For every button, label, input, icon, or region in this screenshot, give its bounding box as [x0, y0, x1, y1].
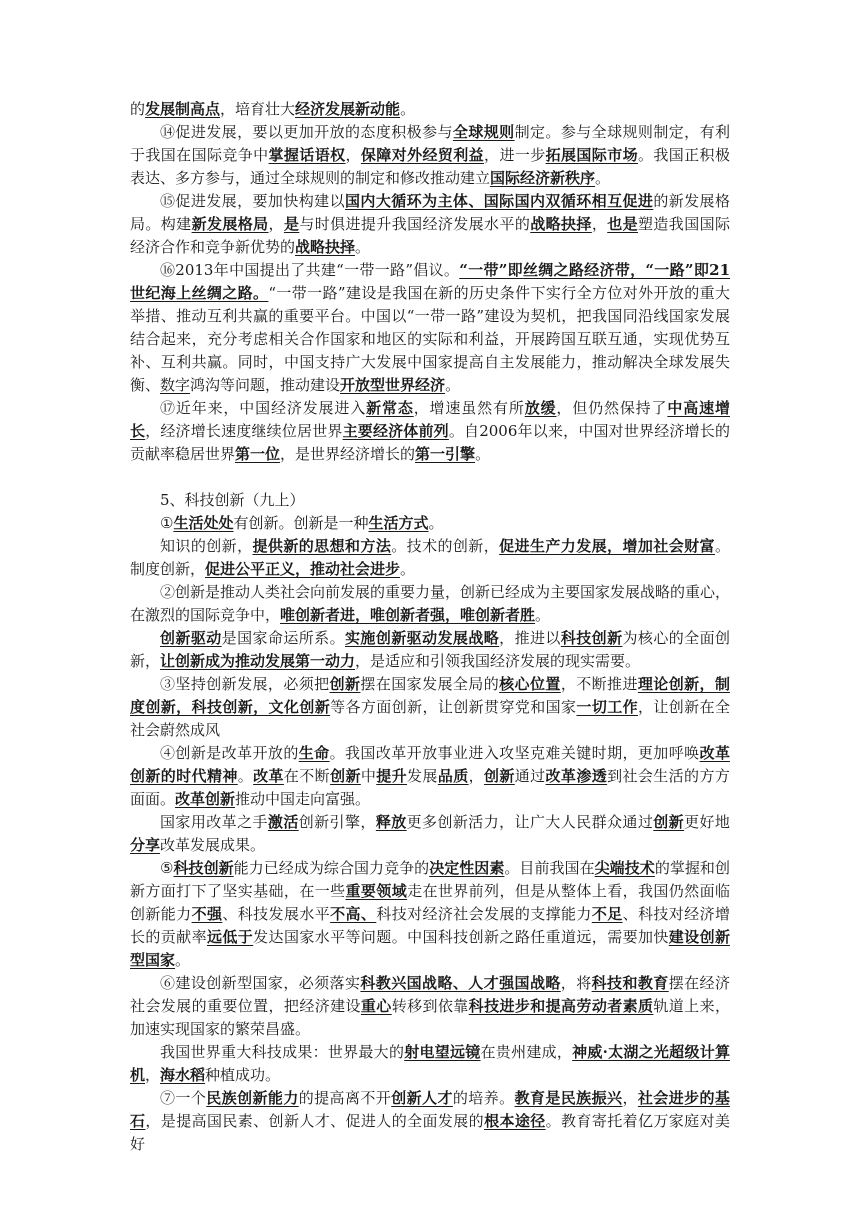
- text-run: 。: [175, 951, 191, 969]
- text-run: 。: [355, 238, 371, 256]
- text-run: 塑造我国国际经济合作和竞争新优势的: [130, 215, 730, 256]
- key-term: 品质: [437, 767, 469, 785]
- text-run: 国家用改革之手: [160, 813, 268, 831]
- text-run: 与时俱进提升我国经济发展水平的: [299, 215, 531, 233]
- text-run: 。我国改革开放事业进入攻坚克难关键时期，更加呼唤: [329, 744, 700, 762]
- key-term: 一切工作: [576, 698, 638, 716]
- key-term: 神威·太湖之光超级计算机: [130, 1043, 730, 1084]
- text-run: 制定。参与全球规则制定，有利于我国在国际竞争中: [130, 123, 730, 164]
- key-term: 拓展国际市场: [545, 146, 638, 164]
- text-run: ③坚持创新发展，必须把: [160, 675, 330, 693]
- key-term: 让创新成为推动发展第一动力: [160, 652, 356, 670]
- text-run: 摆在经济社会发展的重要位置，把经济建设: [130, 974, 730, 1015]
- key-term: 创新: [330, 767, 361, 785]
- text-run: 。目前我国在: [504, 859, 595, 877]
- text-run: ，增速虽然有所: [413, 399, 525, 417]
- key-term: 海水稻: [160, 1066, 206, 1084]
- text-run: 是国家命运所系。: [221, 629, 345, 647]
- text-run: 。教育寄托着亿万家庭对美好: [130, 1112, 730, 1153]
- text-run: ，培育壮大: [220, 100, 296, 118]
- text-run: ，是世界经济增长的: [280, 445, 416, 463]
- text-run: ，: [145, 1066, 161, 1084]
- text-run: 。: [428, 514, 444, 532]
- text-run: ，将: [560, 974, 592, 992]
- text-run: 能力已经成为综合国力竞争的: [233, 859, 430, 877]
- text-run: 的: [130, 100, 146, 118]
- key-term: 激活: [267, 813, 299, 831]
- text-run: ，: [268, 215, 284, 233]
- key-term: 理论创新，制度创新，科技创新，文化创新: [130, 675, 730, 716]
- key-term: 生活处处: [173, 514, 234, 532]
- text-run: “一带一路”建设是我国在新的历史条件下实行全方位对外开放的重大举措、推动互利共赢的重要平台。中国以“一带一路”建设为契机，把我国同沿线国家发展结合起来，充分考虑相关合作国家和地区的实际和利益，开展跨国互联互通，实现优势互补、互利共赢。同时，中国支持广大发展中国家提高自主发展能力，推动解决全球发展失衡、: [130, 284, 730, 394]
- text-run: 。: [445, 376, 461, 394]
- key-term: 不高、: [330, 905, 377, 923]
- key-term: 决定性因素: [429, 859, 505, 877]
- key-term: 科教兴国战略、人才强国战略: [360, 974, 561, 992]
- paragraph: [130, 972, 730, 1041]
- key-term: 实施创新驱动发展战略: [345, 629, 500, 647]
- key-term: 放缓: [524, 399, 557, 417]
- key-term: 分享: [130, 836, 161, 854]
- key-term: “一带”即丝绸之路经济带，“一路”即21世纪海上丝绸之路。: [130, 261, 731, 302]
- text-run: 的培养。: [452, 1089, 515, 1107]
- text-run: 发展: [407, 767, 438, 785]
- key-term: 生命: [298, 744, 330, 762]
- key-term: 射电望远镜: [404, 1043, 481, 1061]
- text-run: ，进一步: [484, 146, 546, 164]
- text-run: ②创新是推动人类社会向前发展的重要力量，创新已经成为主要国家发展战略的重心，在激烈的国际竞争中，: [130, 583, 731, 624]
- text-run: 轨道上来，加速实现国家的繁荣昌盛。: [130, 997, 730, 1038]
- paragraph: [130, 259, 730, 397]
- text-run: ⑰近年来，中国经济发展进入: [160, 399, 367, 417]
- text-run: 发达国家水平等问题。中国科技创新之路任重道远，需要加快: [253, 928, 669, 946]
- key-term: 民族创新能力: [206, 1089, 299, 1107]
- text-run: 的新发展格局。构建: [130, 192, 730, 233]
- text-run: 在不断: [283, 767, 331, 785]
- text-run: 。: [400, 100, 416, 118]
- text-run: 推动中国走向富强。: [235, 790, 371, 808]
- text-run: ，推进以: [499, 629, 561, 647]
- text-run: ，: [345, 146, 361, 164]
- text-run: ①: [160, 514, 174, 532]
- key-term: 国内大循环为主体、国际国内双循环相互促进: [345, 192, 654, 210]
- key-term: 新发展格局: [191, 215, 269, 233]
- key-term: 重心: [360, 997, 392, 1015]
- text-run: ⑯2013年中国提出了共建“一带一路”倡议。: [160, 261, 460, 279]
- key-term: 生活方式: [368, 514, 429, 532]
- paragraph: [130, 535, 730, 581]
- text-run: 。技术的创新，: [391, 537, 500, 555]
- key-term: 科技进步和提高劳动者素质: [468, 997, 654, 1015]
- key-term: 提升: [376, 767, 408, 785]
- key-term: 重要领域: [345, 882, 408, 900]
- text-run: ，但仍然保持了: [556, 399, 668, 417]
- key-term: 也是: [607, 215, 639, 233]
- text-run: 改革发展成果。: [160, 836, 266, 854]
- key-term: 促进公平正义，推动社会进步: [205, 560, 401, 578]
- key-term: 尖端技术: [594, 859, 655, 877]
- text-run: 5、科技创新（九上）: [160, 491, 305, 509]
- text-run: 种植成功。: [205, 1066, 281, 1084]
- text-run: 。: [475, 445, 491, 463]
- text-run: 创新引擎，: [298, 813, 376, 831]
- text-run: ，是提高国民素、创新人才、促进人的全面发展的: [145, 1112, 485, 1130]
- key-term: 经济发展新动能: [295, 100, 401, 118]
- text-run: 。我国正积极表达、多方参与，通过全球规则的制定和修改推动建立: [130, 146, 730, 187]
- text-run: ，让创新在全社会蔚然成风: [130, 698, 730, 739]
- key-term: 新常态: [366, 399, 414, 417]
- key-term: 改革渗透: [545, 767, 608, 785]
- key-term: 根本途径: [484, 1112, 546, 1130]
- underlined-text: 数字: [160, 376, 191, 394]
- text-run: 。自2006年以来，中国对世界经济增长的贡献率稳居世界: [130, 422, 730, 463]
- text-run: ，经济增长速度继续位居世界: [145, 422, 343, 440]
- text-run: ，: [591, 215, 608, 233]
- key-term: 是: [283, 215, 300, 233]
- key-term: 改革: [253, 767, 284, 785]
- key-term: 教育是民族振兴: [514, 1089, 623, 1107]
- key-term: 社会进步的基石: [130, 1089, 730, 1130]
- key-term: 第一位: [235, 445, 281, 463]
- key-term: 科技和教育: [591, 974, 669, 992]
- key-term: 国际经济新秩序: [490, 169, 596, 187]
- paragraph: [130, 1087, 730, 1156]
- text-run: 。制度创新，: [130, 537, 730, 578]
- paragraph: [130, 512, 730, 535]
- text-run: 我国世界重大科技成果：世界最大的: [160, 1043, 405, 1061]
- paragraph: [130, 121, 730, 190]
- text-run: ，: [468, 767, 484, 785]
- text-run: 走在世界前列，但是从整体上看，我国仍然面临创新能力: [130, 882, 730, 923]
- key-term: 第一引擎: [415, 445, 476, 463]
- text-run: 鸿沟等问题，推动建设: [190, 376, 341, 394]
- text-run: 在贵州建成，: [480, 1043, 573, 1061]
- key-term: 创新: [483, 767, 515, 785]
- key-term: 掌握话语权: [268, 146, 346, 164]
- text-run: ⑭促进发展，要以更加开放的态度积极参与: [160, 123, 453, 141]
- key-term: 创新: [653, 813, 685, 831]
- paragraph: [130, 190, 730, 259]
- key-term: 开放型世界经济: [340, 376, 446, 394]
- text-run: ，是适应和引领我国经济发展的现实需要。: [355, 652, 641, 670]
- blank-line: [130, 466, 730, 489]
- key-term: 提供新的思想和方法: [252, 537, 392, 555]
- text-run: 有创新。创新是一种: [233, 514, 369, 532]
- text-run: ⑦一个: [160, 1089, 207, 1107]
- text-run: ，: [622, 1089, 638, 1107]
- text-run: 。: [595, 169, 611, 187]
- text-run: 到社会生活的方方面面。: [130, 767, 730, 808]
- key-term: 战略抉择: [295, 238, 356, 256]
- key-term: 创新驱动: [160, 629, 222, 647]
- text-run: ，不断推进: [560, 675, 638, 693]
- paragraph: [130, 811, 730, 857]
- paragraph: [130, 673, 730, 742]
- key-term: 全球规则: [452, 123, 515, 141]
- key-term: 改革创新的时代精神: [130, 744, 730, 785]
- paragraph: [130, 397, 730, 466]
- text-run: 等各方面创新，让创新贯穿党和国家: [330, 698, 577, 716]
- text-run: 为核心的全面创新，: [130, 629, 730, 670]
- text-run: 摆在国家发展全局的: [360, 675, 500, 693]
- key-term: 改革创新: [175, 790, 236, 808]
- text-run: 更好地: [684, 813, 730, 831]
- text-run: 。: [400, 560, 416, 578]
- text-run: 通过: [514, 767, 546, 785]
- key-term: 不强: [191, 905, 223, 923]
- paragraph: [130, 1041, 730, 1087]
- text-run: ⑮促进发展，要加快构建以: [160, 192, 345, 210]
- key-term: 主要经济体前列: [342, 422, 449, 440]
- text-run: 。: [237, 767, 254, 785]
- key-term: 战略抉择: [530, 215, 592, 233]
- paragraph: [130, 98, 730, 121]
- key-term: 建设创新型国家: [130, 928, 730, 969]
- key-term: 发展制高点: [145, 100, 221, 118]
- text-run: ⑤: [160, 859, 174, 877]
- paragraph: [130, 489, 730, 512]
- key-term: 释放: [375, 813, 407, 831]
- text-run: 科技对经济社会发展的支撑能力: [376, 905, 592, 923]
- key-term: 保障对外经贸利益: [360, 146, 485, 164]
- text-run: 、科技发展水平: [222, 905, 331, 923]
- key-term: 创新: [329, 675, 361, 693]
- text-run: 的提高离不开: [298, 1089, 392, 1107]
- key-term: 科技创新: [173, 859, 234, 877]
- text-run: ④创新是改革开放的: [160, 744, 299, 762]
- paragraph: [130, 857, 730, 972]
- key-term: 唯创新者进，唯创新者强，唯创新者胜: [280, 606, 536, 624]
- key-term: 中高速增长: [130, 399, 730, 440]
- key-term: 远低于: [206, 928, 254, 946]
- text-run: 知识的创新，: [160, 537, 253, 555]
- key-term: 核心位置: [499, 675, 561, 693]
- paragraph: [130, 627, 730, 673]
- text-run: 的掌握和创新方面打下了坚实基础，在一些: [130, 859, 730, 900]
- key-term: 科技创新: [560, 629, 623, 647]
- text-run: 、科技对经济增长的贡献率: [130, 905, 730, 946]
- paragraph: [130, 742, 730, 811]
- key-term: 不足: [591, 905, 623, 923]
- document-body: [130, 98, 730, 1156]
- text-run: 中: [360, 767, 377, 785]
- paragraph: [130, 581, 730, 627]
- key-term: 创新人才: [391, 1089, 453, 1107]
- text-run: 更多创新活力，让广大人民群众通过: [406, 813, 654, 831]
- text-run: ⑥建设创新型国家，必须落实: [160, 974, 361, 992]
- key-term: 促进生产力发展，增加社会财富: [499, 537, 715, 555]
- text-run: 转移到依靠: [391, 997, 469, 1015]
- text-run: 。: [535, 606, 551, 624]
